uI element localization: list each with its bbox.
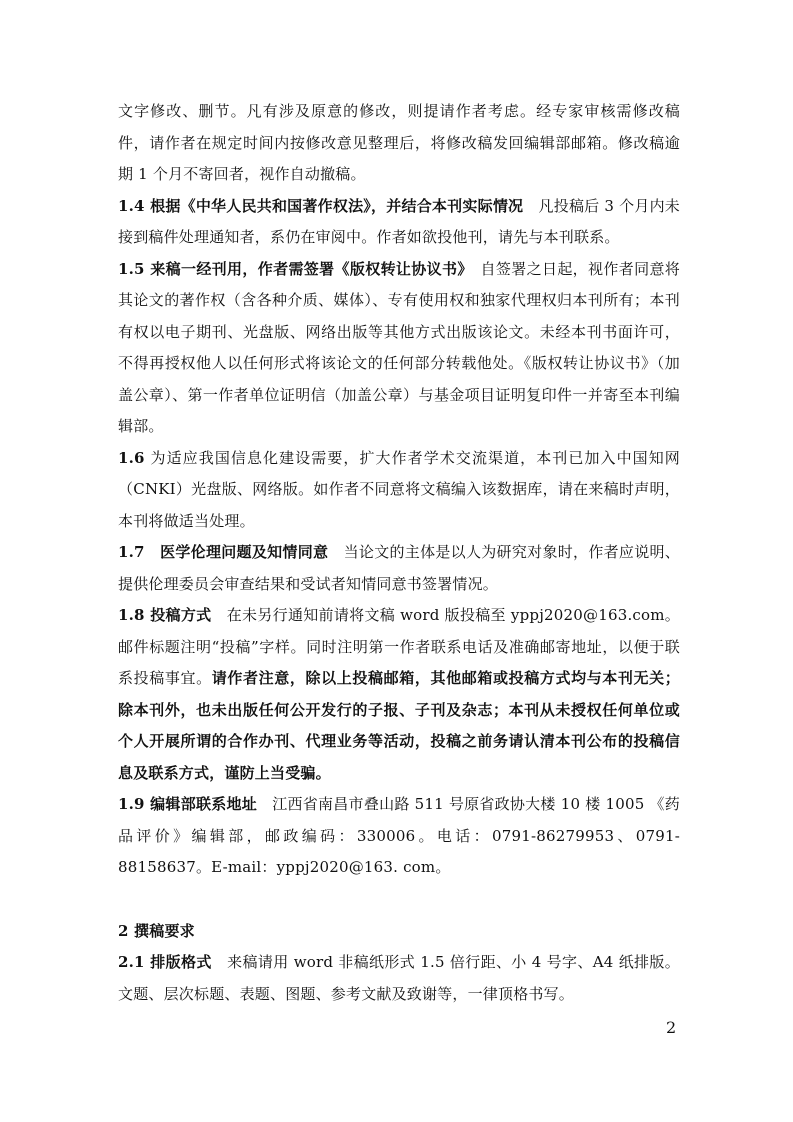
section-1-8 bbox=[118, 600, 680, 789]
section-2-heading: 2 撰稿要求 bbox=[118, 921, 195, 940]
section-2 bbox=[118, 916, 680, 948]
page-number: 2 bbox=[666, 1018, 677, 1037]
section-1-6-body: 为适应我国信息化建设需要，扩大作者学术交流渠道，本刊已加入中国知网（CNKI）光盘版、网络版。如作者不同意将文稿编入该数据库，请在来稿时声明，本刊将做适当处理。 bbox=[118, 448, 680, 530]
section-1-9-body: 江西省南昌市叠山路 511 号原省政协大楼 10 楼 1005 《药品评价》编辑部，邮政编码：330006。电话：0791-86279953、0791-88158637。E-mail：yppj2020@163. com。 bbox=[118, 795, 680, 876]
section-1-7-heading: 1.7 医学伦理问题及知情同意 bbox=[118, 543, 329, 561]
section-1-9 bbox=[118, 789, 680, 884]
body-text bbox=[118, 96, 680, 1010]
section-1-6 bbox=[118, 443, 680, 538]
section-1-4-body: 凡投稿后 3 个月内未接到稿件处理通知者，系仍在审阅中。作者如欲投他刊，请先与本刊联系。 bbox=[118, 196, 680, 246]
section-1-4 bbox=[118, 191, 680, 254]
section-1-7 bbox=[118, 537, 680, 600]
section-1-9-heading: 1.9 编辑部联系地址 bbox=[118, 795, 257, 813]
section-1-5-heading: 1.5 来稿一经刊用，作者需签署《版权转让协议书》 bbox=[118, 259, 466, 278]
section-1-4-heading: 1.4 根据《中华人民共和国著作权法》，并结合本刊实际情况 bbox=[118, 196, 524, 215]
paragraph-text: 文字修改、删节。凡有涉及原意的修改，则提请作者考虑。经专家审核需修改稿件，请作者在规定时间内按修改意见整理后，将修改稿发回编辑部邮箱。修改稿逾期 1 个月不寄回者，视作自动撤稿。 bbox=[118, 102, 680, 183]
paragraph-1-3-continuation bbox=[118, 96, 680, 191]
section-1-8-warning: 请作者注意，除以上投稿邮箱，其他邮箱或投稿方式均与本刊无关；除本刊外，也未出版任何公开发行的子报、子刊及杂志；本刊从未授权任何单位或个人开展所谓的合作办刊、代理业务等活动，投稿之前务请认清本刊公布的投稿信息及联系方式，谨防上当受骗。 bbox=[118, 669, 681, 782]
section-2-1-body: 来稿请用 word 非稿纸形式 1.5 倍行距、小 4 号字、A4 纸排版。文题、层次标题、表题、图题、参考文献及致谢等，一律顶格书写。 bbox=[118, 953, 680, 1003]
section-1-8-body: 在未另行通知前请将文稿 word 版投稿至 yppj2020@163.com。邮件标题注明“投稿”字样。同时注明第一作者联系电话及准确邮寄地址，以便于联系投稿事宜。 bbox=[118, 606, 680, 687]
section-2-1 bbox=[118, 947, 680, 1010]
section-1-5 bbox=[118, 254, 680, 443]
section-1-8-heading: 1.8 投稿方式 bbox=[118, 606, 212, 624]
section-1-7-body: 当论文的主体是以人为研究对象时，作者应说明、提供伦理委员会审查结果和受试者知情同意书签署情况。 bbox=[118, 543, 680, 593]
section-1-6-heading: 1.6 bbox=[118, 448, 145, 467]
section-1-5-body: 自签署之日起，视作者同意将其论文的著作权（含各种介质、媒体）、专有使用权和独家代理权归本刊所有；本刊有权以电子期刊、光盘版、网络出版等其他方式出版该论文。未经本刊书面许可，不得再授权他人以任何形式将该论文的任何部分转载他处。《版权转让协议书》（加盖公章）、第一作者单位证明信（加盖公章）与基金项目证明复印件一并寄至本刊编辑部。 bbox=[118, 259, 680, 435]
section-spacer bbox=[118, 884, 680, 916]
section-2-1-heading: 2.1 排版格式 bbox=[118, 953, 212, 971]
